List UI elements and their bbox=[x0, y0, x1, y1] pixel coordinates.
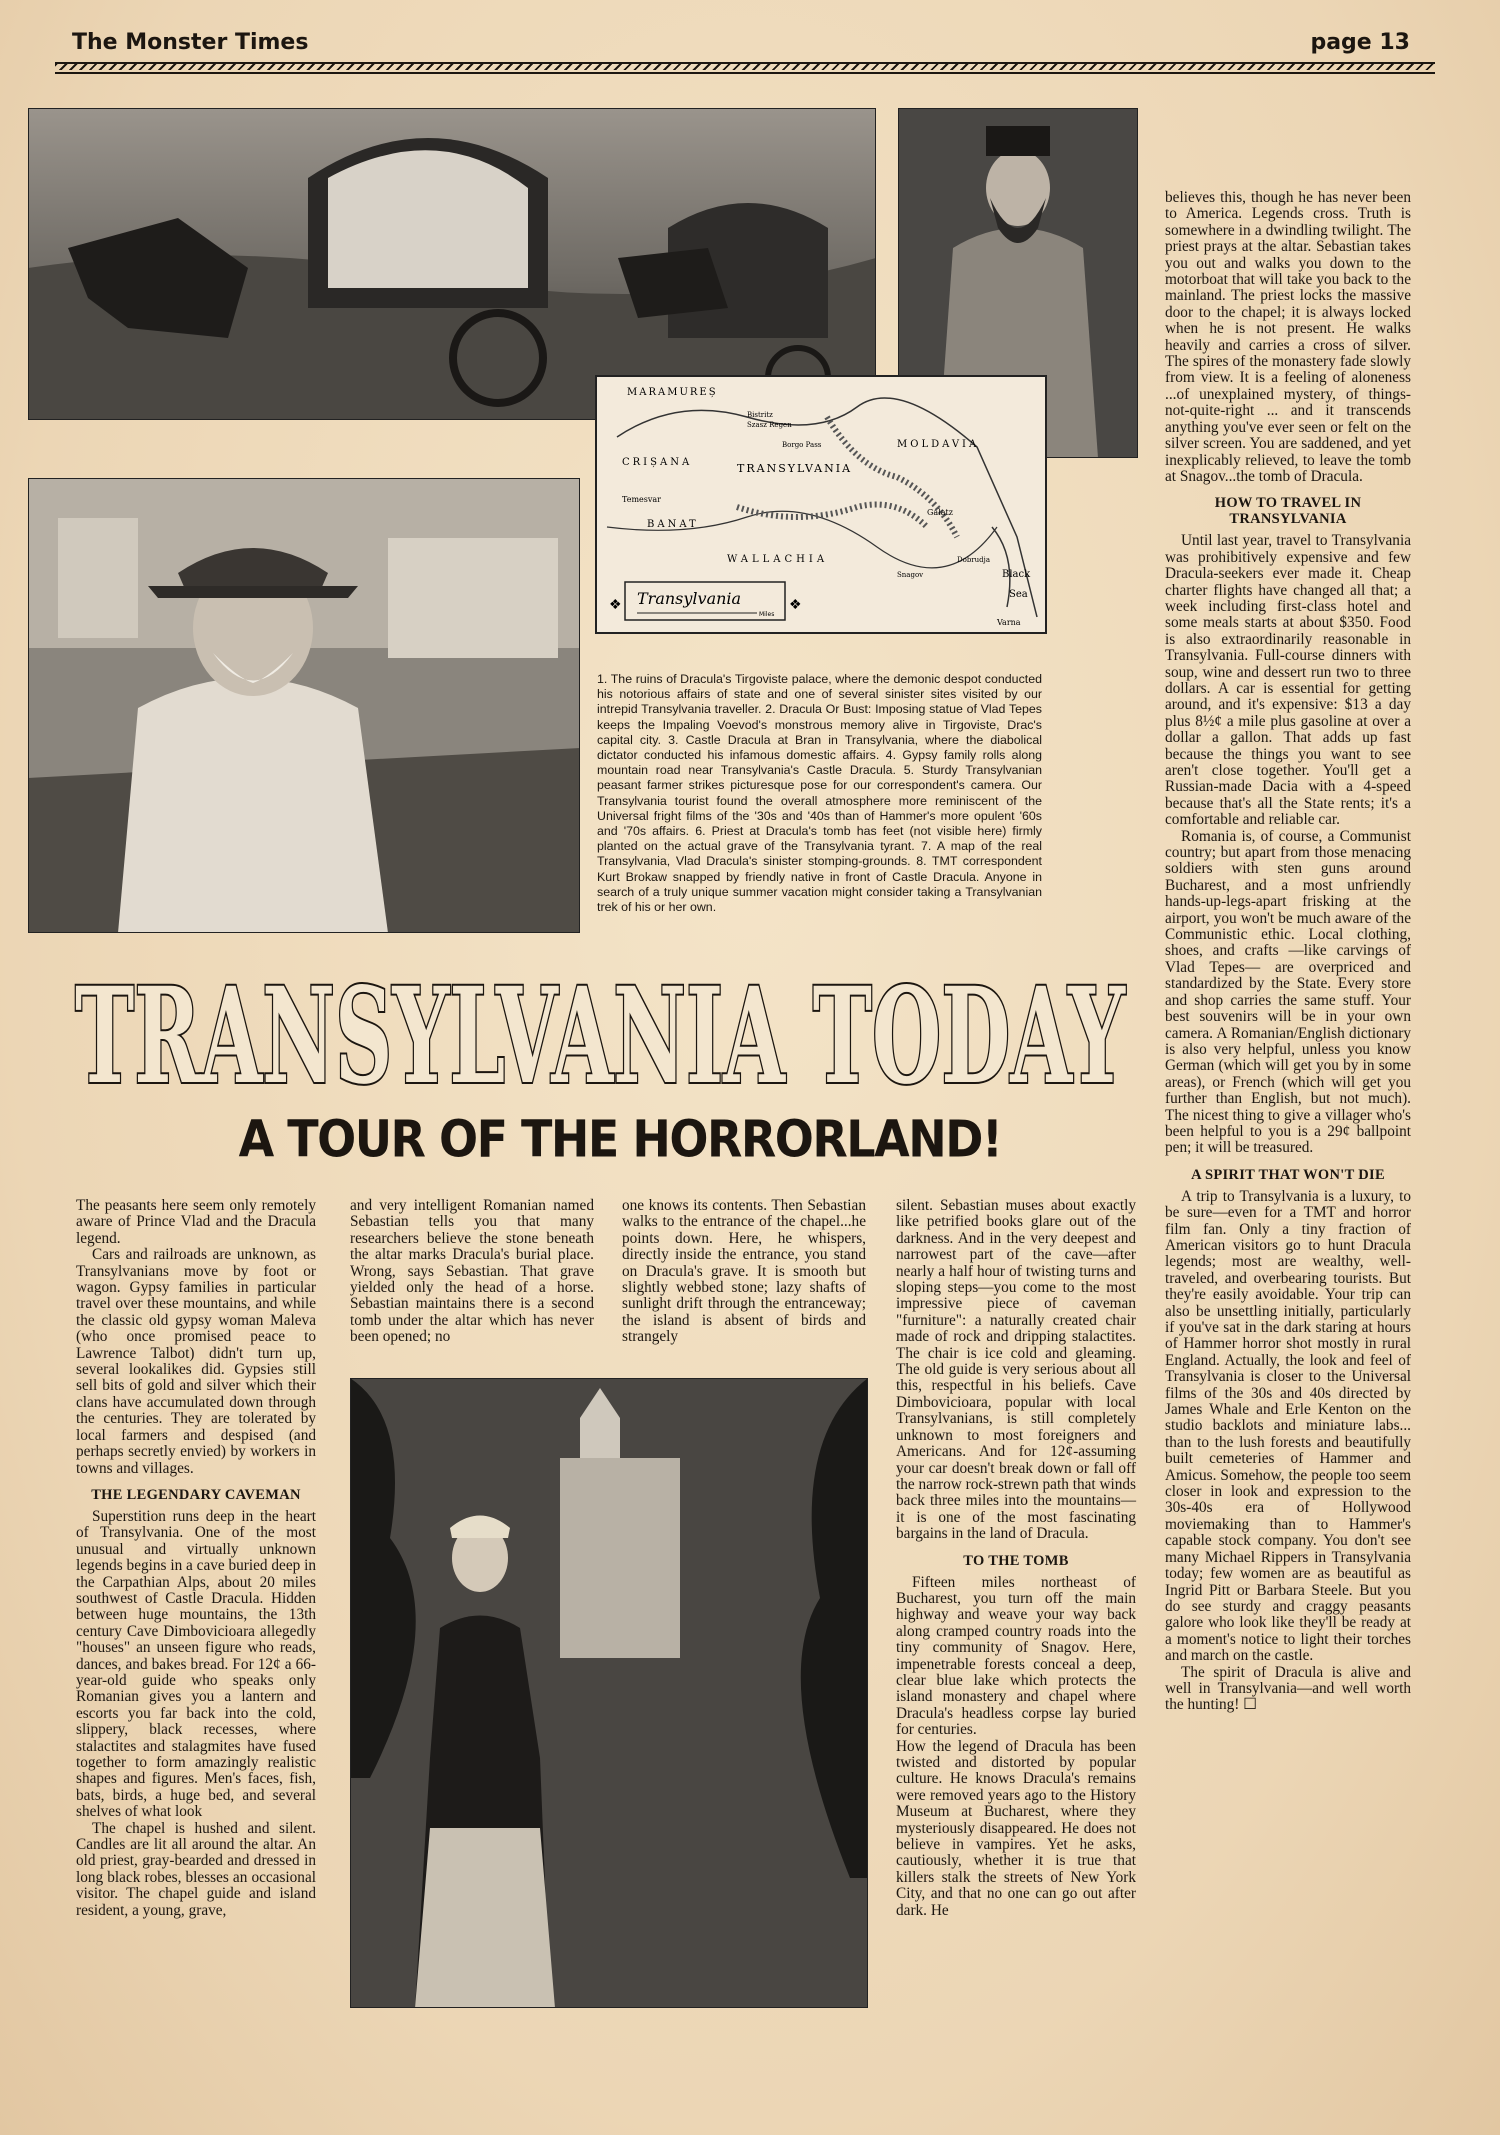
headline-text: TRANSYLVANIA TODAY bbox=[75, 959, 1127, 1112]
map-label-galatz: Galatz bbox=[927, 508, 953, 517]
page-number: page 13 bbox=[1310, 30, 1410, 55]
right-col-p1: believes this, though he has never been to America. Legends cross. Truth is somewhere in a dwindling twilight. The priest prays at the altar. Sebastian takes you out and walks you down to the motorboat that will take you back to the mainland. The priest locks the massive door to the chapel; it is always locked when he is not present. He walks heavily and carries a cross of silver. The spires of the monastery fade slowly from view. It is a feeling of aloneness ...of unexplained mystery, of things-not-quite-right ... and it transcends anything you've ever seen or felt on the silver screen. You are saddened, and yet inexplicably relieved, to leave the tomb at Snagov...the tomb of Dracula. bbox=[1165, 189, 1411, 485]
map-label-sea: Sea bbox=[1009, 589, 1028, 600]
map-label-crisana: CRIȘANA bbox=[622, 457, 693, 468]
col1-p2: Cars and railroads are unknown, as Transylvanians move by foot or wagon. Gypsy families in particular travel over these mountains, and while the classic old gypsy woman Maleva (who once promised peace to Lawrence Talbot) didn't turn up, several lookalikes did. Gypsies still sell bits of gold and silver which their clans have accumulated down through the centuries. They are tolerated by local farmers and despised (and perhaps secretly envied) by workers in towns and villages. bbox=[76, 1246, 316, 1477]
col4-p1: silent. Sebastian muses about exactly like petrified books glare out of the darkness. And in the very deepest and narrowest part of the cave—after nearly a half hour of twisting turns and sloping steps—you come to the most impressive piece of caveman "furniture": a naturally created chair made of rock and dripping stalactites. The chair is ice cold and gleaming. The old guide is very serious about all this, respectful in his beliefs. Cave Dimbovicioara, popular with local Transylvanians, is still completely unknown to most foreigners and Americans. And for 12¢-assuming your car doesn't break down or fall off the narrow rock-strewn path that winds back three miles into the mountains—it is one of the most fascinating bargains in the land of Dracula. bbox=[896, 1197, 1137, 1543]
right-column bbox=[1165, 190, 1411, 1714]
map-label-szasz-regen: Szasz Regen bbox=[747, 421, 792, 429]
map-label-moldavia: MOLDAVIA bbox=[897, 439, 980, 450]
column-3 bbox=[622, 1198, 866, 1346]
heading-spirit: A SPIRIT THAT WON'T DIE bbox=[1191, 1166, 1385, 1183]
column-1 bbox=[76, 1198, 316, 1919]
right-col-p4: A trip to Transylvania is a luxury, to be sure—even for a TMT and horror film fan. Only a tiny fraction of American visitors go to hunt Dracula legends; most are wealthy, well-traveled, and overbearing tourists. But they're easily avoidable. Your trip can also be unsettling initially, particularly if you've sat in the dark staring at hours of Hammer horror shot mostly in rural England. Actually, the look and feel of Transylvania is closer to the Universal films of the 30s and 40s directed by James Whale and Erle Kenton on the studio backlots and miniature labs... than to the lush forests and beautifully built cemeteries of Hammer and Amicus. Somehow, the people too seem closer in look and expression to the 30s-40s era of Hollywood moviemaking than to Hammer's capable stock company. You don't see many Michael Rippers in Transylvania today; few women are as beautiful as Ingrid Pitt or Barbara Steele. But you do see sturdy and craggy peasants galore who look like they'll be ready at a moment's notice to light their torches and march on the castle. bbox=[1165, 1187, 1411, 1665]
col1-p1: The peasants here seem only remotely aware of Prince Vlad and the Dracula legend. bbox=[76, 1197, 316, 1247]
map-scale-label: Miles bbox=[759, 611, 775, 618]
photo-gypsy-wagons bbox=[28, 108, 876, 420]
map-ornament-left: ❖ bbox=[609, 597, 622, 613]
right-col-p3: Romania is, of course, a Communist country; but apart from those menacing soldiers with sten guns around Bucharest, and a most unfriendly hands-up-legs-apart frisking at the airport, you won't be much aware of the Communistic ethic. Local clothing, shoes, and crafts —like carvings of Vlad Tepes— are overpriced and standardized by the State. Every store and shop carries the same stuff. Your best souvenirs will be in your own camera. A Romanian/English dictionary is also very helpful, unless you know German (which will get you by in some areas), or French (which will get you further than English, but not much). The nicest thing to give a villager who's been helpful to you is a 29¢ ballpoint pen; it will be treasured. bbox=[1165, 827, 1411, 1157]
headline bbox=[65, 942, 1135, 1112]
right-col-p2: Until last year, travel to Transylvania was prohibitively expensive and few Dracula-seekers ever made it. Cheap charter flights have changed all that; a week including first-class hotel and some meals starts at about $350. Food is also extraordinarily reasonable in Transylvania. Full-course dinners with soup, wine and dessert run two to three dollars. A car is essential for getting around, and it's expensive: $13 a day plus 8½¢ a mile plus gasoline at over a dollar a gallon. That adds up fast because the things you want to see aren't close together. You'll get a Russian-made Dacia with a 4-speed because that's all the State rents; it's a comfortable and reliable car. bbox=[1165, 532, 1411, 829]
map-label-banat: BANAT bbox=[647, 519, 699, 530]
transylvania-map bbox=[595, 375, 1047, 634]
map-label-temesvar: Temesvar bbox=[622, 495, 661, 504]
col4-p3: How the legend of Dracula has been twisted and distorted by popular culture. He knows Dracula's remains were removed years ago to the History Museum at Bucharest, where they mysteriously disappeared. He does not believe in vampires. Yet he asks, cautiously, whether it is true that killers stalk the streets of New York City, and that no one can go out after dark. He bbox=[896, 1737, 1136, 1919]
map-label-snagov: Snagov bbox=[897, 571, 924, 579]
col1-p4: The chapel is hushed and silent. Candles are lit all around the altar. An old priest, gray-bearded and dressed in long black robes, blesses an occasional visitor. The chapel guide and island resident, a young, grave, bbox=[76, 1819, 316, 1919]
subheadline: A TOUR OF THE HORRORLAND! bbox=[238, 1109, 1002, 1169]
map-label-dobrudja: Dobrudja bbox=[957, 556, 990, 564]
header-rule-pattern bbox=[55, 64, 1435, 70]
header-rule-bottom bbox=[55, 72, 1435, 74]
heading-to-the-tomb: TO THE TOMB bbox=[963, 1552, 1069, 1569]
heading-caveman: THE LEGENDARY CAVEMAN bbox=[91, 1486, 301, 1503]
map-label-varna: Varna bbox=[997, 618, 1021, 627]
map-label-black: Black bbox=[1002, 569, 1031, 580]
col1-p3: Superstition runs deep in the heart of Transylvania. One of the most unusual and virtually unknown legends begins in a cave buried deep in the Carpathian Alps, about 20 miles southwest of Castle Dracula. Hidden between huge mountains, the 13th century Cave Dimbovicioara allegedly "houses" an unseen figure who reads, dances, and bakes bread. For 12¢ a 66-year-old guide who speaks only Romanian gives you a lantern and escorts you far back into the cold, slippery, black recesses, where stalactites and stalagmites have fused together to form amazingly realistic shapes and figures. Men's faces, fish, bats, birds, a huge bed, and several shelves of what look bbox=[76, 1507, 316, 1821]
photo-peasant-farmer bbox=[28, 478, 580, 933]
column-2 bbox=[350, 1198, 594, 1346]
masthead: The Monster Times bbox=[72, 30, 309, 55]
map-title: Transylvania bbox=[637, 589, 742, 608]
map-label-bistritz: Bistritz bbox=[747, 411, 773, 419]
map-label-maramures: MARAMUREȘ bbox=[627, 387, 718, 398]
photo-correspondent-castle bbox=[350, 1378, 868, 2008]
col2-p1: and very intelligent Romanian named Sebastian tells you that many researchers believe the stone beneath the altar marks Dracula's burial place. Wrong, says Sebastian. That grave yielded only the head of a horse. Sebastian maintains there is a second tomb under the altar which has never been opened; no bbox=[350, 1197, 594, 1346]
map-ornament-right: ❖ bbox=[789, 597, 802, 613]
map-label-borgo-pass: Borgo Pass bbox=[782, 441, 822, 449]
map-label-wallachia: WALLACHIA bbox=[727, 554, 829, 565]
column-4 bbox=[896, 1198, 1136, 1919]
right-col-p5: The spirit of Dracula is alive and well in Transylvania—and well worth the hunting! ☐ bbox=[1165, 1663, 1411, 1714]
photo-caption: 1. The ruins of Dracula's Tirgoviste palace, where the demonic despot conducted his notorious affairs of state and one of several sinister sites visited by our intrepid Transylvania traveller. 2. Dracula Or Bust: Imposing statue of Vlad Tepes keeps the Impaling Voevod's monstrous memory alive in Tirgoviste, Drac's capital city. 3. Castle Dracula at Bran in Transylvania, where the diabolical dictator conducted his infamous domestic affairs. 4. Gypsy family rolls along mountain road near Transylvania's Castle Dracula. 5. Sturdy Transylvanian peasant farmer strikes picturesque pose for our correspondent's camera. Our Transylvania tourist found the overall atmosphere more reminiscent of the Universal fright films of the '30s and '40s than of Hammer's more opulent '60s and '70s affairs. 6. Priest at Dracula's tomb has feet (not visible here) firmly planted on the actual grave of the Transylvania tyrant. 7. A map of the real Transylvania, Vlad Dracula's sinister stomping-grounds. 8. TMT correspondent Kurt Brokaw snapped by friendly native in front of Castle Dracula. Anyone in search of a truly unique summer vacation might consider taking a Transylvanian trek of his or her own. bbox=[597, 672, 1042, 915]
heading-how-to-travel: HOW TO TRAVEL IN TRANSYLVANIA bbox=[1214, 495, 1362, 528]
col3-p1: one knows its contents. Then Sebastian walks to the entrance of the chapel...he points down. Here, he whispers, directly inside the entrance, you stand on Dracula's grave. It is smooth but slightly webbed stone; lazy shafts of sunlight drift through the entranceway; the island is absent of birds and strangely bbox=[622, 1197, 866, 1346]
col4-p2: Fifteen miles northeast of Bucharest, you turn off the main highway and weave your way back along cramped country roads into the tiny community of Snagov. Here, impenetrable forests conceal a deep, clear blue lake which protects the island monastery and chapel where Dracula's headless corpse lay buried for centuries. bbox=[896, 1573, 1136, 1739]
map-label-transylvania: TRANSYLVANIA bbox=[737, 462, 853, 475]
